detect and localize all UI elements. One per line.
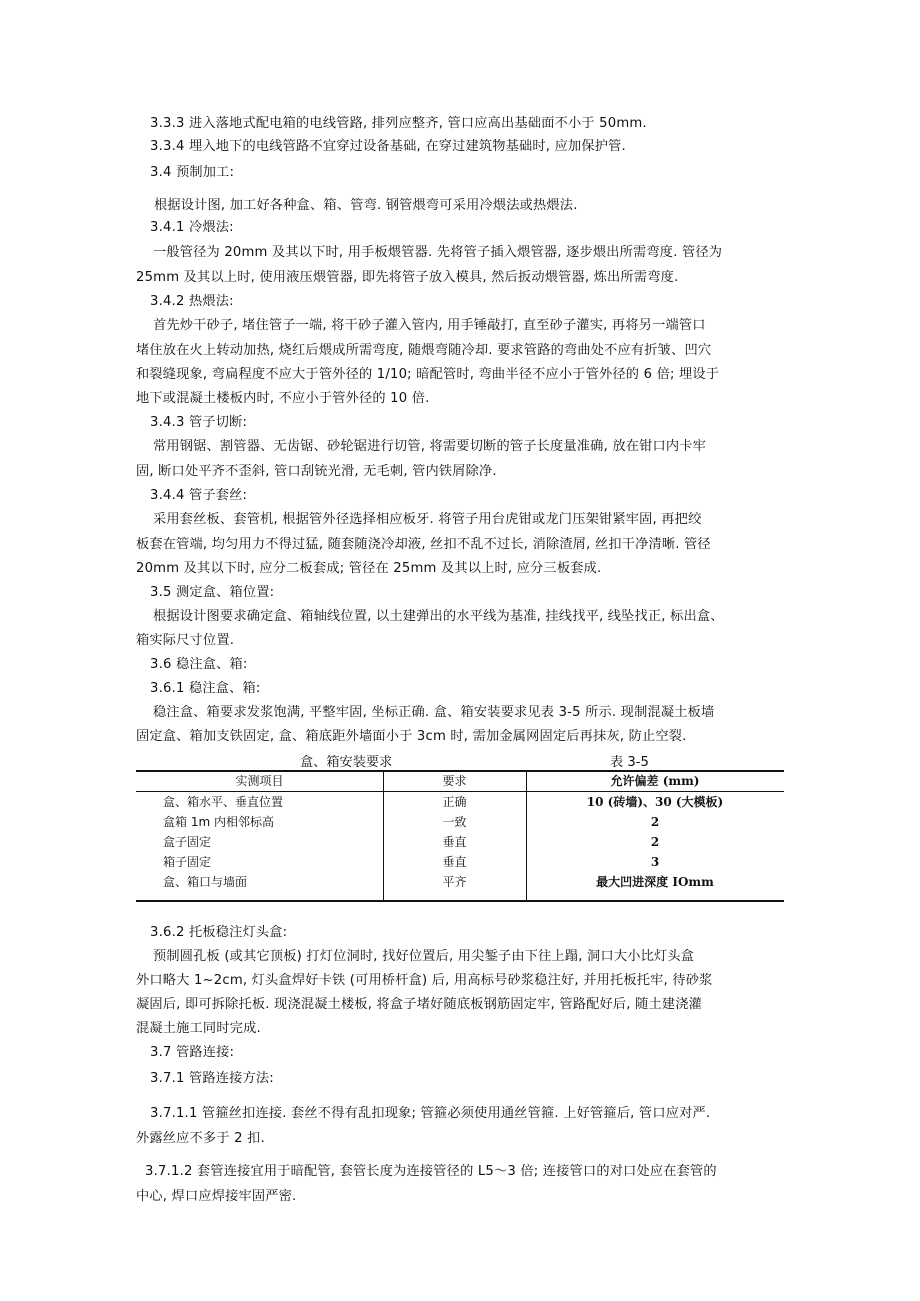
paragraph-3-6-1-line1: 稳注盒、箱要求发浆饱满, 平整牢固, 坐标正确. 盒、箱安装要求见表 3-5 所示. 现制混凝土板墙 <box>153 705 715 720</box>
table-caption: 盒、箱安装要求 <box>300 755 393 770</box>
table-row-4-item: 箱子固定 <box>163 855 212 869</box>
heading-3-4: 3.4 预制加工: <box>150 165 235 180</box>
heading-3-4-3: 3.4.3 管子切断: <box>150 415 248 430</box>
table-top-rule <box>136 770 784 772</box>
paragraph-3-4-4-line2: 板套在管端, 均匀用力不得过猛, 随套随浇冷却液, 丝扣不乱不过长, 消除渣屑, 丝扣干净清晰. 管径 <box>136 537 711 552</box>
table-row-4-requirement: 垂直 <box>442 855 467 869</box>
paragraph-3-7-1-1-line2: 外露丝应不多于 2 扣. <box>136 1131 265 1146</box>
table-row-3-item: 盒子固定 <box>163 835 212 849</box>
paragraph-3-4-2-line3: 和裂缝现象, 弯扁程度不应大于管外径的 1/10; 暗配管时, 弯曲半径不应小于管外径的 6 倍; 埋设于 <box>136 367 720 382</box>
heading-3-6-1: 3.6.1 稳注盒、箱: <box>150 681 261 696</box>
paragraph-3-7-1-2-line1: 3.7.1.2 套管连接宜用于暗配管, 套管长度为连接管径的 L5～3 倍; 连接管口的对口处应在套管的 <box>145 1164 717 1179</box>
paragraph-3-5-line2: 箱实际尺寸位置. <box>136 633 235 648</box>
paragraph-3-6-2-line1: 预制圆孔板 (或其它顶板) 打灯位洞时, 找好位置后, 用尖錾子由下往上蹋, 洞口大小比灯头盒 <box>153 949 695 964</box>
paragraph-3-3-3: 3.3.3 进入落地式配电箱的电线管路, 排列应整齐, 管口应高出基础面不小于 50mm. <box>150 116 647 131</box>
table-row-3-requirement: 垂直 <box>442 835 467 849</box>
heading-3-4-2: 3.4.2 热煨法: <box>150 294 234 309</box>
table-row-5-requirement: 平齐 <box>442 875 467 889</box>
heading-3-7: 3.7 管路连接: <box>150 1045 235 1060</box>
paragraph-3-4-2-line2: 堵住放在火上转动加热, 烧红后煨成所需弯度, 随煨弯随冷却. 要求管路的弯曲处不应有折皱、凹穴 <box>136 343 712 358</box>
table-row-5-item: 盒、箱口与墙面 <box>163 875 248 889</box>
paragraph-3-3-4: 3.3.4 埋入地下的电线管路不宜穿过设备基础, 在穿过建筑物基础时, 应加保护管. <box>150 139 626 154</box>
table-row-1-tolerance: 10 (砖墙)、30 (大模板) <box>586 795 724 809</box>
paragraph-3-4-1-line2: 25mm 及其以上时, 使用液压煨管器, 即先将管子放入模具, 然后扳动煨管器, 炼出所需弯度. <box>136 270 679 285</box>
table-bottom-rule <box>136 900 784 902</box>
table-header-tolerance: 允许偏差 (mm) <box>610 774 700 788</box>
paragraph-3-7-1-1-line1: 3.7.1.1 管箍丝扣连接. 套丝不得有乱扣现象; 管箍必须使用通丝管箍. 上好管箍后, 管口应对严. <box>150 1106 711 1121</box>
heading-3-4-4: 3.4.4 管子套丝: <box>150 488 248 503</box>
paragraph-3-6-2-line3: 凝固后, 即可拆除托板. 现浇混凝土楼板, 将盒子堵好随底板钢筋固定牢, 管路配好后, 随土建浇灌 <box>136 997 703 1012</box>
table-row-5-tolerance: 最大凹进深度 IOmm <box>596 875 714 889</box>
paragraph-3-5-line1: 根据设计图要求确定盒、箱轴线位置, 以土建弹出的水平线为基准, 挂线找平, 线坠找正, 标出盒、 <box>153 609 724 624</box>
paragraph-3-4-3-line2: 固, 断口处平齐不歪斜, 管口刮铳光滑, 无毛刺, 管内铁屑除净. <box>136 464 497 479</box>
table-row-4-tolerance: 3 <box>650 855 660 869</box>
heading-3-5: 3.5 测定盒、箱位置: <box>150 585 275 600</box>
paragraph-3-6-1-line2: 固定盒、箱加支铁固定, 盒、箱底距外墙面小于 3cm 时, 需加金属网固定后再抹灰, 防止空裂. <box>136 729 687 744</box>
heading-3-7-1: 3.7.1 管路连接方法: <box>150 1071 274 1086</box>
heading-3-6-2: 3.6.2 托板稳注灯头盒: <box>150 925 288 940</box>
paragraph-3-7-1-2-line2: 中心, 焊口应焊接牢固严密. <box>136 1189 297 1204</box>
table-row-1-requirement: 正确 <box>442 795 467 809</box>
paragraph-3-4-4-line1: 采用套丝板、套管机, 根据管外径选择相应板牙. 将管子用台虎钳或龙门压架钳紧牢固, 再把绞 <box>153 512 702 527</box>
table-header-item: 实测项目 <box>235 774 284 788</box>
table-number: 表 3-5 <box>610 755 649 770</box>
table-row-2-requirement: 一致 <box>442 815 467 829</box>
table-row-2-tolerance: 2 <box>650 815 660 829</box>
table-header-requirement: 要求 <box>442 774 467 788</box>
paragraph-3-6-2-line4: 混凝土施工同时完成. <box>136 1021 261 1036</box>
heading-3-4-1: 3.4.1 冷煨法: <box>150 220 234 235</box>
paragraph-3-6-2-line2: 外口略大 1~2cm, 灯头盒焊好卡铁 (可用桥杆盒) 后, 用高标号砂浆稳注好, 并用托板托牢, 待砂浆 <box>136 973 713 988</box>
table-row-3-tolerance: 2 <box>650 835 660 849</box>
heading-3-6: 3.6 稳注盒、箱: <box>150 657 248 672</box>
paragraph-3-4-3-line1: 常用钢锯、割管器、无齿锯、砂轮锯进行切管, 将需要切断的管子长度量准确, 放在钳口内卡牢 <box>153 439 707 454</box>
paragraph-3-4-2-line4: 地下或混凝土楼板内时, 不应小于管外径的 10 倍. <box>136 391 430 406</box>
paragraph-3-4-1-line1: 一般管径为 20mm 及其以下时, 用手板煨管器. 先将管子插入煨管器, 逐步煨出所需弯度. 管径为 <box>153 245 723 260</box>
paragraph-3-4-2-line1: 首先炒干砂子, 堵住管子一端, 将干砂子灌入管内, 用手锤敲打, 直至砂子灌实, 再将另一端管口 <box>153 318 706 333</box>
paragraph-3-4-body: 根据设计图, 加工好各种盒、箱、管弯. 钢管煨弯可采用冷煨法或热煨法. <box>154 198 578 213</box>
table-row-1-item: 盒、箱水平、垂直位置 <box>163 795 284 809</box>
paragraph-3-4-4-line3: 20mm 及其以下时, 应分二板套成; 管径在 25mm 及其以上时, 应分三板套成. <box>136 561 602 576</box>
table-row-2-item: 盒箱 1m 内相邻标高 <box>163 815 274 829</box>
table-header-rule <box>136 791 784 792</box>
